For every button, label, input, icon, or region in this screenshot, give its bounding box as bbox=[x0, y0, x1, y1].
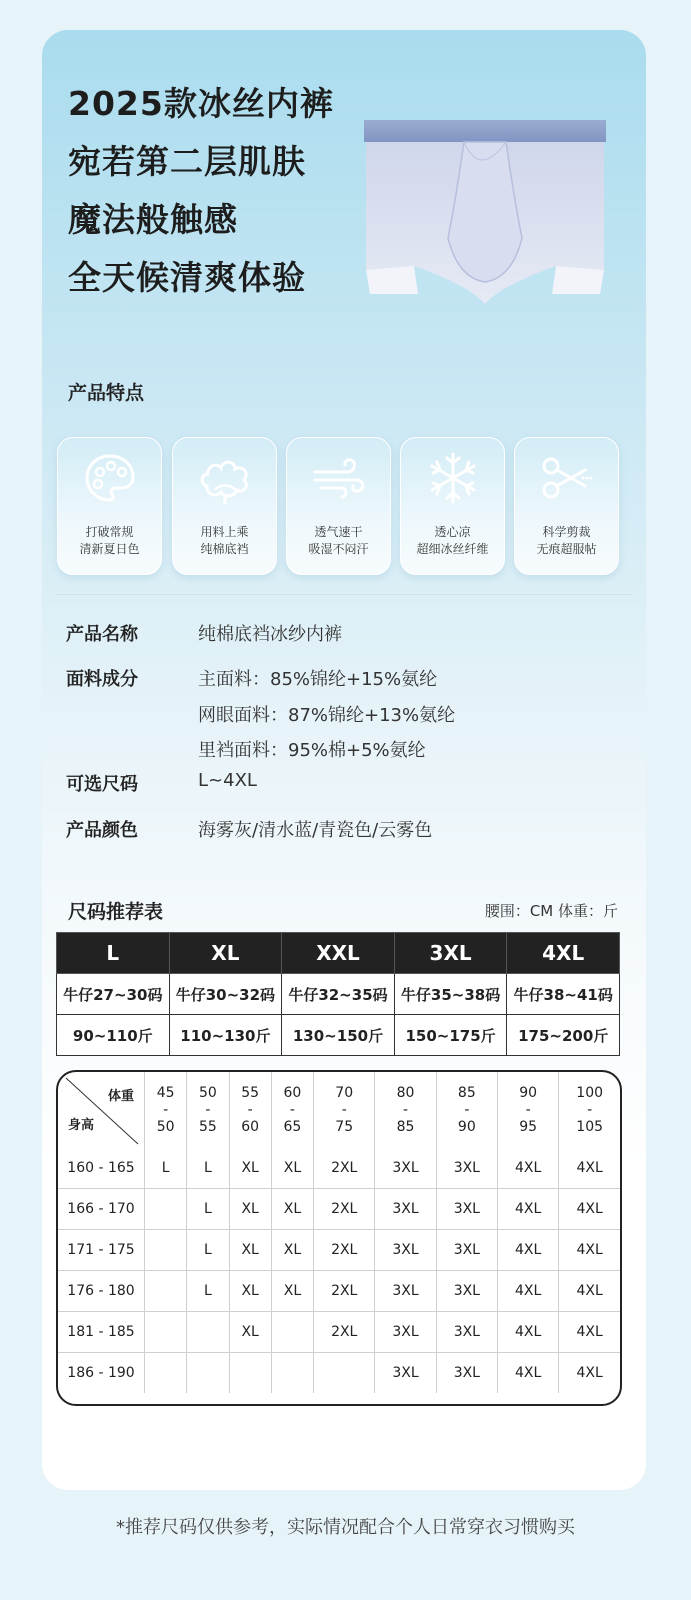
size-table bbox=[56, 932, 620, 1056]
weight-range-header bbox=[498, 1072, 559, 1148]
spec-size-label: 可选尺码 bbox=[66, 774, 138, 795]
weight-range-top: 55 bbox=[241, 1084, 260, 1101]
cotton-icon bbox=[197, 450, 253, 506]
fit-grid-cell: 3XL bbox=[436, 1189, 497, 1230]
weight-range-bottom: 50 bbox=[156, 1118, 175, 1135]
spec-fabric-main: 主面料：85%锦纶+15%氨纶 bbox=[198, 669, 438, 690]
fit-grid-cell: XL bbox=[229, 1271, 271, 1312]
weight-range-top: 50 bbox=[198, 1084, 217, 1101]
size-header: L bbox=[57, 933, 170, 974]
corner-diagonal bbox=[58, 1072, 144, 1148]
fit-grid-cell: 4XL bbox=[559, 1271, 620, 1312]
weight-cell: 110~130斤 bbox=[169, 1015, 282, 1056]
fit-grid-cell bbox=[145, 1230, 187, 1271]
waist-cell: 牛仔30~32码 bbox=[169, 974, 282, 1015]
fit-grid-cell bbox=[187, 1353, 229, 1394]
fit-grid-cell: 2XL bbox=[314, 1189, 375, 1230]
fit-grid-cell bbox=[271, 1312, 313, 1353]
fit-grid-cell bbox=[187, 1312, 229, 1353]
weight-range-mid: - bbox=[247, 1101, 253, 1118]
fit-grid-cell: 3XL bbox=[375, 1271, 436, 1312]
fit-grid-cell: 3XL bbox=[375, 1312, 436, 1353]
fit-grid-cell: 4XL bbox=[559, 1189, 620, 1230]
feature-card-tailoring bbox=[514, 437, 619, 575]
weight-range-header bbox=[229, 1072, 271, 1148]
height-range-label: 186 - 190 bbox=[58, 1353, 145, 1394]
size-header: 4XL bbox=[507, 933, 620, 974]
fit-grid-cell bbox=[229, 1353, 271, 1394]
fit-grid-row bbox=[58, 1148, 620, 1189]
size-header: 3XL bbox=[394, 933, 507, 974]
fit-grid-row bbox=[58, 1271, 620, 1312]
fit-grid-cell: 3XL bbox=[436, 1312, 497, 1353]
fit-grid-cell: 4XL bbox=[559, 1148, 620, 1189]
fit-grid-row bbox=[58, 1312, 620, 1353]
weight-range-bottom: 75 bbox=[335, 1118, 354, 1135]
weight-range-bottom: 55 bbox=[198, 1118, 217, 1135]
fit-grid-cell: 4XL bbox=[559, 1312, 620, 1353]
weight-range-top: 45 bbox=[156, 1084, 175, 1101]
fit-grid-cell bbox=[145, 1353, 187, 1394]
fit-grid-cell: L bbox=[187, 1148, 229, 1189]
weight-range-header bbox=[436, 1072, 497, 1148]
fit-grid-cell: 4XL bbox=[498, 1189, 559, 1230]
fit-grid-cell: XL bbox=[229, 1189, 271, 1230]
fit-grid-cell: 3XL bbox=[375, 1230, 436, 1271]
feature-line2: 纯棉底裆 bbox=[200, 542, 249, 556]
fit-grid-cell: XL bbox=[271, 1189, 313, 1230]
weight-range-mid: - bbox=[525, 1101, 531, 1118]
fit-grid-cell bbox=[145, 1271, 187, 1312]
spec-fabric-mesh: 网眼面料：87%锦纶+13%氨纶 bbox=[198, 705, 456, 726]
height-range-label: 181 - 185 bbox=[58, 1312, 145, 1353]
waist-cell: 牛仔38~41码 bbox=[507, 974, 620, 1015]
weight-range-mid: - bbox=[587, 1101, 593, 1118]
wind-icon bbox=[311, 450, 367, 506]
fit-grid-cell: 2XL bbox=[314, 1148, 375, 1189]
hero-headline-1: 2025款冰丝内裤 bbox=[68, 84, 334, 123]
weight-range-header bbox=[145, 1072, 187, 1148]
product-image bbox=[360, 118, 610, 308]
fit-grid-cell: XL bbox=[229, 1230, 271, 1271]
scissors-icon bbox=[539, 450, 595, 506]
fit-grid-cell: 4XL bbox=[498, 1312, 559, 1353]
fit-grid-cell: 3XL bbox=[375, 1189, 436, 1230]
weight-range-header bbox=[271, 1072, 313, 1148]
fit-grid-cell: L bbox=[187, 1230, 229, 1271]
weight-range-mid: - bbox=[403, 1101, 409, 1118]
weight-range-header bbox=[375, 1072, 436, 1148]
weight-cell: 150~175斤 bbox=[394, 1015, 507, 1056]
fit-grid-cell: 3XL bbox=[436, 1271, 497, 1312]
weight-range-header bbox=[187, 1072, 229, 1148]
hero-headline-4: 全天候清爽体验 bbox=[68, 258, 306, 297]
feature-line2: 清新夏日色 bbox=[79, 542, 140, 556]
fit-grid-corner bbox=[58, 1072, 145, 1148]
weight-cell: 130~150斤 bbox=[282, 1015, 395, 1056]
spec-fabric-crotch: 里裆面料：95%棉+5%氨纶 bbox=[198, 740, 426, 761]
weight-range-mid: - bbox=[163, 1101, 169, 1118]
unit-note: 腰围：CM 体重：斤 bbox=[484, 902, 618, 920]
fit-grid-row bbox=[58, 1189, 620, 1230]
fit-grid-cell bbox=[314, 1353, 375, 1394]
size-row bbox=[57, 933, 620, 974]
spec-color-value: 海雾灰/清水蓝/青瓷色/云雾色 bbox=[198, 820, 433, 841]
spec-name-label: 产品名称 bbox=[66, 624, 138, 645]
feature-line1: 透气速干 bbox=[314, 525, 363, 539]
fit-grid-cell: 2XL bbox=[314, 1271, 375, 1312]
hero-headline-2: 宛若第二层肌肤 bbox=[68, 142, 306, 181]
weight-range-bottom: 95 bbox=[519, 1118, 538, 1135]
fit-grid-cell: XL bbox=[229, 1148, 271, 1189]
weight-range-mid: - bbox=[289, 1101, 295, 1118]
size-header: XXL bbox=[282, 933, 395, 974]
feature-line2: 超细冰丝纤维 bbox=[416, 542, 489, 556]
feature-card-breathable bbox=[286, 437, 391, 575]
weight-range-top: 100 bbox=[576, 1084, 604, 1101]
weight-range-bottom: 90 bbox=[457, 1118, 476, 1135]
fit-grid-table bbox=[58, 1072, 620, 1393]
product-card bbox=[42, 30, 646, 1490]
fit-grid-cell bbox=[271, 1353, 313, 1394]
weight-range-header bbox=[559, 1072, 620, 1148]
fit-grid-cell bbox=[145, 1312, 187, 1353]
palette-icon bbox=[82, 450, 138, 506]
weight-cell: 90~110斤 bbox=[57, 1015, 170, 1056]
weight-range-mid: - bbox=[205, 1101, 211, 1118]
corner-height-label: 身高 bbox=[68, 1118, 95, 1133]
size-header: XL bbox=[169, 933, 282, 974]
fit-grid-cell: XL bbox=[271, 1271, 313, 1312]
weight-range-top: 60 bbox=[283, 1084, 302, 1101]
waist-cell: 牛仔32~35码 bbox=[282, 974, 395, 1015]
feature-card-cool bbox=[400, 437, 505, 575]
feature-line1: 用料上乘 bbox=[200, 525, 249, 539]
fit-grid-header-row bbox=[58, 1072, 620, 1148]
feature-line1: 科学剪裁 bbox=[542, 525, 591, 539]
features-title: 产品特点 bbox=[68, 382, 145, 404]
weight-range-top: 80 bbox=[396, 1084, 415, 1101]
height-range-label: 166 - 170 bbox=[58, 1189, 145, 1230]
fit-grid bbox=[56, 1070, 622, 1406]
weight-range-mid: - bbox=[341, 1101, 347, 1118]
feature-line2: 无痕超服帖 bbox=[536, 542, 597, 556]
fit-grid-cell: 4XL bbox=[498, 1230, 559, 1271]
feature-line1: 透心凉 bbox=[434, 525, 471, 539]
feature-line1: 打破常规 bbox=[85, 525, 134, 539]
fit-grid-row bbox=[58, 1353, 620, 1394]
feature-line2: 吸湿不闷汗 bbox=[308, 542, 369, 556]
fit-grid-cell: L bbox=[187, 1271, 229, 1312]
weight-range-bottom: 60 bbox=[241, 1118, 260, 1135]
hero-headline-3: 魔法般触感 bbox=[68, 200, 238, 239]
fit-grid-row bbox=[58, 1230, 620, 1271]
feature-card-cotton bbox=[172, 437, 277, 575]
fit-grid-cell bbox=[145, 1189, 187, 1230]
waist-row bbox=[57, 974, 620, 1015]
fit-grid-cell: 3XL bbox=[436, 1148, 497, 1189]
spec-size-value: L~4XL bbox=[198, 770, 257, 791]
feature-card-color bbox=[57, 437, 162, 575]
spec-color-label: 产品颜色 bbox=[66, 820, 138, 841]
height-range-label: 171 - 175 bbox=[58, 1230, 145, 1271]
fit-grid-cell: 3XL bbox=[436, 1353, 497, 1394]
weight-range-bottom: 105 bbox=[576, 1118, 604, 1135]
spec-fabric-label: 面料成分 bbox=[66, 669, 138, 690]
weight-range-top: 85 bbox=[457, 1084, 476, 1101]
waist-cell: 牛仔35~38码 bbox=[394, 974, 507, 1015]
fit-grid-cell: L bbox=[187, 1189, 229, 1230]
section-divider bbox=[56, 594, 632, 595]
fit-grid-cell: 4XL bbox=[576, 1365, 603, 1381]
corner-weight-label: 体重 bbox=[107, 1089, 134, 1104]
weight-cell: 175~200斤 bbox=[507, 1015, 620, 1056]
fit-grid-cell: XL bbox=[271, 1148, 313, 1189]
fit-grid-cell: 3XL bbox=[375, 1148, 436, 1189]
height-range-label: 176 - 180 bbox=[58, 1271, 145, 1312]
fit-grid-cell: 4XL bbox=[498, 1271, 559, 1312]
spec-name-value: 纯棉底裆冰纱内裤 bbox=[198, 624, 342, 645]
fit-grid-cell: 4XL bbox=[498, 1148, 559, 1189]
fit-grid-cell: 2XL bbox=[314, 1312, 375, 1353]
fit-grid-cell: XL bbox=[229, 1312, 271, 1353]
fit-grid-cell: L bbox=[145, 1148, 187, 1189]
fit-grid-cell: 3XL bbox=[375, 1353, 436, 1394]
fit-grid-cell: 3XL bbox=[436, 1230, 497, 1271]
weight-row bbox=[57, 1015, 620, 1056]
weight-range-bottom: 65 bbox=[283, 1118, 302, 1135]
weight-range-top: 90 bbox=[519, 1084, 538, 1101]
footnote: *推荐尺码仅供参考，实际情况配合个人日常穿衣习惯购买 bbox=[116, 1517, 575, 1538]
fit-grid-cell: XL bbox=[271, 1230, 313, 1271]
height-range-label: 160 - 165 bbox=[58, 1148, 145, 1189]
size-chart-title: 尺码推荐表 bbox=[68, 901, 164, 923]
fit-grid-cell: 4XL bbox=[498, 1353, 559, 1394]
weight-range-bottom: 85 bbox=[396, 1118, 415, 1135]
waist-cell: 牛仔27~30码 bbox=[57, 974, 170, 1015]
weight-range-header bbox=[314, 1072, 375, 1148]
fit-grid-cell: 4XL bbox=[559, 1230, 620, 1271]
weight-range-top: 70 bbox=[335, 1084, 354, 1101]
fit-grid-cell: 2XL bbox=[314, 1230, 375, 1271]
snowflake-icon bbox=[425, 450, 481, 506]
weight-range-mid: - bbox=[464, 1101, 470, 1118]
